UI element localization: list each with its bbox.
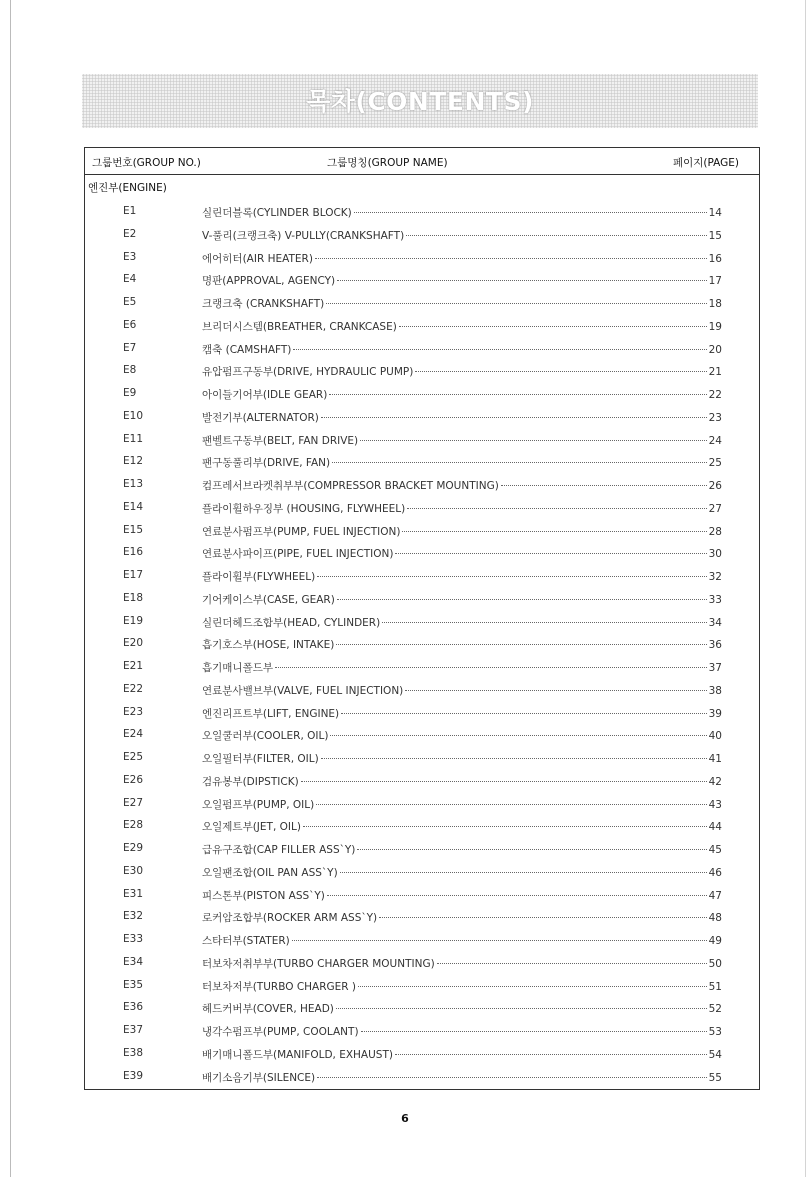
dot-leader xyxy=(327,895,707,896)
entry-page-number: 36 xyxy=(708,639,722,652)
toc-entry xyxy=(85,292,759,315)
entry-group-name: 플라이휠하우징부 (HOUSING, FLYWHEEL) xyxy=(202,502,406,515)
entry-group-name: 캠축 (CAMSHAFT) xyxy=(202,343,292,356)
entry-page-number: 49 xyxy=(708,935,722,947)
dot-leader xyxy=(379,917,706,918)
entry-group-name: 유압펌프구동부(DRIVE, HYDRAULIC PUMP) xyxy=(202,366,414,379)
contents-title: 목차(CONTENTS) xyxy=(306,87,534,116)
entry-line xyxy=(202,455,722,470)
entry-line xyxy=(202,979,722,994)
entry-line xyxy=(202,569,722,584)
dot-leader xyxy=(321,758,707,759)
section-title-engine: 엔진부(ENGINE) xyxy=(88,182,167,194)
toc-entry-list xyxy=(85,201,759,1088)
toc-entry xyxy=(85,520,759,543)
entry-line xyxy=(202,410,722,425)
entry-page-number: 39 xyxy=(708,707,722,720)
entry-group-code: E16 xyxy=(123,546,143,559)
entry-group-code: E10 xyxy=(123,409,143,422)
entry-group-code: E32 xyxy=(123,910,143,923)
toc-entry xyxy=(85,884,759,907)
entry-page-number: 15 xyxy=(708,229,722,242)
entry-page-number: 44 xyxy=(708,821,722,834)
entry-line xyxy=(202,433,722,448)
entry-line xyxy=(202,728,722,743)
dot-leader xyxy=(301,781,707,782)
entry-group-name: 컴프레서브라켓취부부(COMPRESSOR BRACKET MOUNTING) xyxy=(202,480,499,492)
entry-group-name: 스타터부(STATER) xyxy=(202,935,290,947)
toc-header-row xyxy=(85,148,759,175)
entry-group-code: E33 xyxy=(123,933,143,945)
entry-group-code: E2 xyxy=(123,227,137,240)
toc-entry xyxy=(85,724,759,747)
entry-line xyxy=(202,296,722,311)
entry-page-number: 52 xyxy=(708,1003,722,1016)
entry-group-name: 배기소음기부(SILENCE) xyxy=(202,1071,316,1084)
toc-entry xyxy=(85,451,759,474)
header-page: 페이지(PAGE) xyxy=(672,157,739,169)
entry-page-number: 19 xyxy=(708,320,722,333)
entry-group-name: 플라이휠부(FLYWHEEL) xyxy=(202,571,316,583)
entry-line xyxy=(202,615,722,630)
toc-entry xyxy=(85,770,759,793)
entry-group-code: E7 xyxy=(123,341,137,354)
toc-entry xyxy=(85,838,759,861)
entry-line xyxy=(202,1024,722,1039)
entry-line xyxy=(202,205,722,220)
entry-line xyxy=(202,637,722,652)
entry-page-number: 21 xyxy=(708,366,722,379)
toc-entry xyxy=(85,702,759,725)
entry-page-number: 48 xyxy=(708,912,722,925)
toc-entry xyxy=(85,315,759,338)
entry-group-name: 흡기매니폴드부 xyxy=(202,662,274,674)
toc-entry xyxy=(85,656,759,679)
toc-entry xyxy=(85,861,759,884)
entry-page-number: 37 xyxy=(708,662,722,674)
toc-entry xyxy=(85,474,759,497)
entry-line xyxy=(202,683,722,698)
dot-leader xyxy=(382,622,706,623)
entry-page-number: 24 xyxy=(708,434,722,447)
toc-entry xyxy=(85,929,759,952)
entry-line xyxy=(202,910,722,925)
entry-page-number: 45 xyxy=(708,844,722,856)
toc-entry xyxy=(85,679,759,702)
entry-group-code: E9 xyxy=(123,387,137,399)
entry-page-number: 43 xyxy=(708,798,722,811)
toc-entry xyxy=(85,633,759,656)
entry-group-name: 흡기호스부(HOSE, INTAKE) xyxy=(202,639,335,652)
entry-group-name: 연료분사밸브부(VALVE, FUEL INJECTION) xyxy=(202,684,404,697)
toc-entry xyxy=(85,588,759,611)
entry-group-name: 로커암조합부(ROCKER ARM ASS`Y) xyxy=(202,912,378,925)
toc-entry xyxy=(85,429,759,452)
dot-leader xyxy=(341,713,706,714)
entry-page-number: 38 xyxy=(708,684,722,697)
dot-leader xyxy=(316,804,706,805)
entry-page-number: 26 xyxy=(708,480,722,492)
entry-page-number: 22 xyxy=(708,389,722,401)
entry-page-number: 14 xyxy=(708,207,722,219)
entry-page-number: 16 xyxy=(708,252,722,265)
toc-entry xyxy=(85,406,759,429)
entry-group-code: E25 xyxy=(123,751,143,763)
entry-line xyxy=(202,797,722,812)
dot-leader xyxy=(292,940,707,941)
entry-group-name: 검유봉부(DIPSTICK) xyxy=(202,775,299,788)
entry-group-code: E6 xyxy=(123,318,137,331)
dot-leader xyxy=(326,303,706,304)
entry-page-number: 30 xyxy=(708,548,722,561)
entry-group-code: E37 xyxy=(123,1024,143,1036)
entry-line xyxy=(202,956,722,971)
toc-entry xyxy=(85,997,759,1020)
toc-entry xyxy=(85,1020,759,1043)
entry-line xyxy=(202,1047,722,1062)
entry-group-name: 실린더헤드조합부(HEAD, CYLINDER) xyxy=(202,616,381,629)
entry-group-name: 오일쿨러부(COOLER, OIL) xyxy=(202,730,329,743)
toc-entry xyxy=(85,1043,759,1066)
entry-group-code: E29 xyxy=(123,842,143,854)
entry-group-code: E5 xyxy=(123,296,137,308)
dot-leader xyxy=(336,644,706,645)
entry-page-number: 25 xyxy=(708,457,722,470)
entry-group-name: 기어케이스부(CASE, GEAR) xyxy=(202,593,335,606)
dot-leader xyxy=(405,690,706,691)
entry-line xyxy=(202,524,722,539)
dot-leader xyxy=(317,1077,707,1078)
entry-group-code: E26 xyxy=(123,773,143,786)
dot-leader xyxy=(336,1008,707,1009)
entry-line xyxy=(202,342,722,357)
entry-group-name: 피스톤부(PISTON ASS`Y) xyxy=(202,889,325,902)
toc-entry xyxy=(85,975,759,998)
entry-page-number: 47 xyxy=(708,889,722,902)
dot-leader xyxy=(501,485,707,486)
entry-line xyxy=(202,706,722,721)
entry-group-name: 연료분사펌프부(PUMP, FUEL INJECTION) xyxy=(202,525,401,538)
entry-group-code: E39 xyxy=(123,1069,143,1082)
dot-leader xyxy=(329,394,706,395)
dot-leader xyxy=(332,462,706,463)
entry-group-name: 팬구동풀리부(DRIVE, FAN) xyxy=(202,457,331,470)
entry-group-code: E13 xyxy=(123,478,143,490)
dot-leader xyxy=(337,280,707,281)
toc-entry xyxy=(85,383,759,406)
entry-group-name: 오일제트부(JET, OIL) xyxy=(202,821,301,834)
dot-leader xyxy=(395,1054,707,1055)
entry-group-code: E19 xyxy=(123,614,143,627)
entry-group-name: 발전기부(ALTERNATOR) xyxy=(202,411,319,424)
entry-page-number: 34 xyxy=(708,616,722,629)
entry-line xyxy=(202,478,722,493)
toc-entry xyxy=(85,793,759,816)
entry-page-number: 53 xyxy=(708,1026,722,1038)
entry-group-name: 명판(APPROVAL, AGENCY) xyxy=(202,275,336,288)
entry-line xyxy=(202,251,722,266)
dot-leader xyxy=(315,258,707,259)
header-group-name: 그룹명칭(GROUP NAME) xyxy=(327,157,448,169)
entry-line xyxy=(202,1001,722,1016)
entry-line xyxy=(202,774,722,789)
dot-leader xyxy=(293,349,706,350)
entry-group-name: 에어히터(AIR HEATER) xyxy=(202,252,313,265)
entry-group-name: 연료분사파이프(PIPE, FUEL INJECTION) xyxy=(202,548,394,561)
toc-entry xyxy=(85,360,759,383)
page-left-edge xyxy=(10,0,11,1177)
entry-group-name: 엔진리프트부(LIFT, ENGINE) xyxy=(202,707,340,720)
entry-line xyxy=(202,751,722,766)
toc-table xyxy=(84,147,760,1090)
entry-group-name: V-풀리(크랭크축) V-PULLY(CRANKSHAFT) xyxy=(202,229,405,242)
dot-leader xyxy=(321,417,707,418)
entry-line xyxy=(202,888,722,903)
toc-entry xyxy=(85,815,759,838)
toc-entry xyxy=(85,201,759,224)
entry-group-name: 배기매니폴드부(MANIFOLD, EXHAUST) xyxy=(202,1048,393,1061)
entry-page-number: 46 xyxy=(708,866,722,879)
toc-entry xyxy=(85,542,759,565)
entry-group-code: E28 xyxy=(123,819,143,832)
entry-group-code: E1 xyxy=(123,205,137,217)
entry-group-code: E15 xyxy=(123,523,143,536)
toc-entry xyxy=(85,269,759,292)
entry-line xyxy=(202,546,722,561)
entry-group-name: 헤드커버부(COVER, HEAD) xyxy=(202,1003,334,1016)
dot-leader xyxy=(340,872,707,873)
entry-group-code: E4 xyxy=(123,273,137,286)
entry-page-number: 51 xyxy=(708,980,722,993)
dot-leader xyxy=(406,235,706,236)
entry-group-code: E27 xyxy=(123,796,143,809)
entry-group-code: E14 xyxy=(123,500,143,513)
toc-entry xyxy=(85,338,759,361)
dot-leader xyxy=(395,553,706,554)
entry-group-code: E22 xyxy=(123,682,143,695)
entry-line xyxy=(202,319,722,334)
dot-leader xyxy=(303,826,707,827)
entry-group-code: E3 xyxy=(123,250,137,263)
page-right-edge xyxy=(805,0,806,1177)
entry-group-name: 터보차저부(TURBO CHARGER ) xyxy=(202,980,357,993)
entry-line xyxy=(202,592,722,607)
entry-line xyxy=(202,387,722,402)
toc-entry xyxy=(85,611,759,634)
toc-entry xyxy=(85,906,759,929)
entry-page-number: 20 xyxy=(708,343,722,356)
toc-entry xyxy=(85,1066,759,1089)
page-number: 6 xyxy=(401,1112,409,1125)
entry-group-code: E36 xyxy=(123,1001,143,1014)
dot-leader xyxy=(437,963,707,964)
entry-group-name: 터보차저취부부(TURBO CHARGER MOUNTING) xyxy=(202,957,435,970)
entry-page-number: 40 xyxy=(708,730,722,743)
entry-group-name: 냉각수펌프부(PUMP, COOLANT) xyxy=(202,1026,359,1038)
entry-line xyxy=(202,228,722,243)
dot-leader xyxy=(407,508,706,509)
entry-page-number: 33 xyxy=(708,593,722,606)
entry-line xyxy=(202,660,722,675)
entry-group-name: 아이들기어부(IDLE GEAR) xyxy=(202,389,328,401)
dot-leader xyxy=(354,212,707,213)
entry-group-code: E38 xyxy=(123,1046,143,1059)
entry-group-code: E30 xyxy=(123,864,143,877)
entry-line xyxy=(202,842,722,857)
entry-page-number: 32 xyxy=(708,571,722,583)
toc-entry xyxy=(85,497,759,520)
entry-group-name: 팬벨트구동부(BELT, FAN DRIVE) xyxy=(202,434,359,447)
entry-group-code: E31 xyxy=(123,887,143,900)
toc-entry xyxy=(85,247,759,270)
toc-entry xyxy=(85,565,759,588)
dot-leader xyxy=(337,599,707,600)
entry-group-code: E11 xyxy=(123,432,143,445)
entry-page-number: 54 xyxy=(708,1048,722,1061)
entry-group-code: E20 xyxy=(123,637,143,650)
dot-leader xyxy=(402,531,706,532)
entry-line xyxy=(202,273,722,288)
entry-line xyxy=(202,865,722,880)
entry-group-name: 브리더시스템(BREATHER, CRANKCASE) xyxy=(202,320,397,333)
entry-page-number: 23 xyxy=(708,411,722,424)
entry-group-code: E24 xyxy=(123,728,143,741)
toc-entry xyxy=(85,747,759,770)
header-group-no: 그룹번호(GROUP NO.) xyxy=(92,157,201,169)
dot-leader xyxy=(275,667,707,668)
entry-page-number: 18 xyxy=(708,298,722,310)
dot-leader xyxy=(415,371,706,372)
entry-line xyxy=(202,933,722,948)
entry-group-code: E34 xyxy=(123,955,143,968)
toc-entry xyxy=(85,224,759,247)
entry-group-name: 오일펌프부(PUMP, OIL) xyxy=(202,798,315,811)
toc-entry xyxy=(85,952,759,975)
entry-page-number: 28 xyxy=(708,525,722,538)
entry-group-name: 급유구조합(CAP FILLER ASS`Y) xyxy=(202,844,356,856)
entry-page-number: 41 xyxy=(708,753,722,765)
dot-leader xyxy=(361,1031,707,1032)
entry-page-number: 17 xyxy=(708,275,722,288)
entry-group-code: E12 xyxy=(123,455,143,468)
entry-group-name: 실린더블록(CYLINDER BLOCK) xyxy=(202,207,352,219)
entry-page-number: 50 xyxy=(708,957,722,970)
entry-line xyxy=(202,501,722,516)
entry-group-name: 크랭크축 (CRANKSHAFT) xyxy=(202,298,325,310)
entry-line xyxy=(202,1070,722,1085)
dot-leader xyxy=(330,735,706,736)
dot-leader xyxy=(358,986,707,987)
dot-leader xyxy=(360,440,706,441)
entry-page-number: 55 xyxy=(708,1071,722,1084)
dot-leader xyxy=(357,849,706,850)
entry-line xyxy=(202,364,722,379)
entry-group-code: E8 xyxy=(123,364,137,377)
entry-group-code: E23 xyxy=(123,705,143,718)
entry-group-code: E35 xyxy=(123,978,143,991)
entry-page-number: 42 xyxy=(708,775,722,788)
entry-group-code: E17 xyxy=(123,569,143,581)
dot-leader xyxy=(317,576,706,577)
dot-leader xyxy=(399,326,707,327)
entry-group-code: E18 xyxy=(123,591,143,604)
entry-group-name: 오일팬조합(OIL PAN ASS`Y) xyxy=(202,866,338,879)
entry-page-number: 27 xyxy=(708,502,722,515)
entry-group-name: 오일필터부(FILTER, OIL) xyxy=(202,753,319,765)
entry-line xyxy=(202,819,722,834)
entry-group-code: E21 xyxy=(123,660,143,672)
contents-banner xyxy=(82,74,758,128)
